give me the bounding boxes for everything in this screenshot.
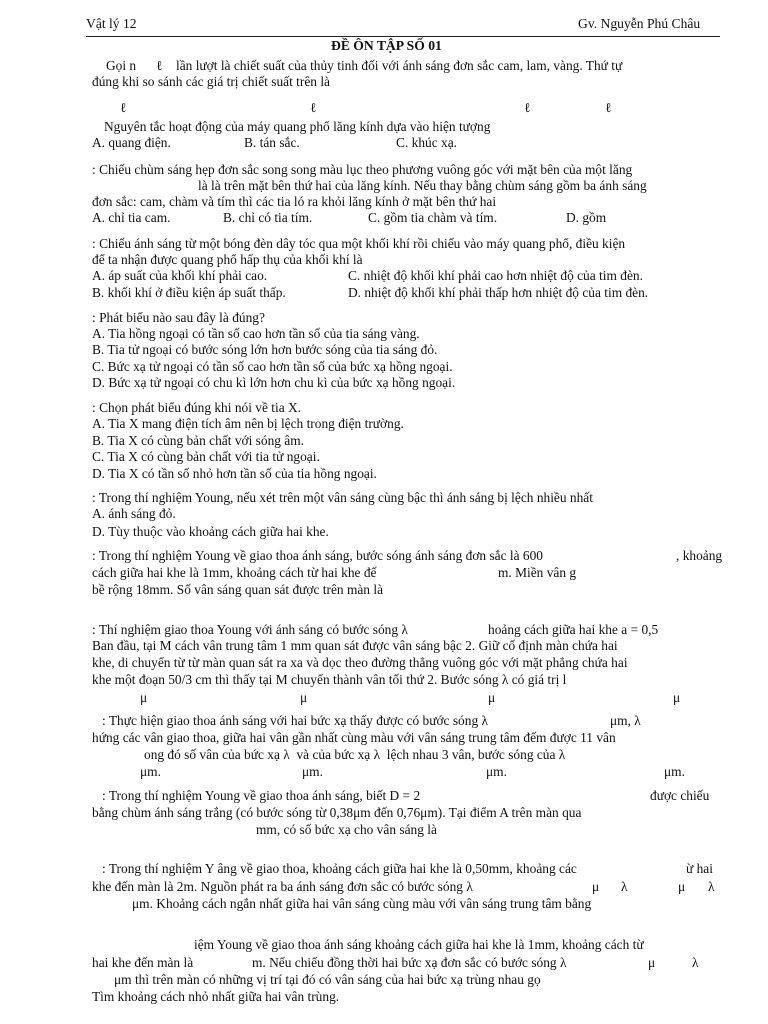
q7-stem: : Trong thí nghiệm Young, nếu xét trên một vân sáng cùng bậc thì ánh sáng bị lệch nhiều nhất	[92, 490, 593, 505]
q1-line1a: Gọi n	[106, 58, 137, 73]
q9-line1a: : Thí nghiệm giao thoa Young với ánh sáng có bước sóng λ	[92, 622, 408, 637]
q12-line2b: μ	[592, 879, 600, 894]
q4-option-a: A. áp suất của khối khí phải cao.	[92, 268, 268, 283]
q8-line3: bề rộng 18mm. Số vân sáng quan sát được trên màn là	[92, 582, 384, 597]
q9-unit: μ	[140, 690, 148, 705]
q11-line1a: : Trong thí nghiệm Young về giao thoa ánh sáng, biết D = 2	[102, 788, 421, 803]
q13-line2a: hai khe đến màn là	[92, 955, 194, 970]
q1-line1c: lần lượt là chiết suất của thủy tinh đối với ánh sáng đơn sắc cam, lam, vàng. Thứ tự	[176, 58, 623, 73]
q10-line1a: : Thực hiện giao thoa ánh sáng với hai bức xạ thấy được có bước sóng λ	[102, 713, 488, 728]
q12-line1b: ừ hai	[686, 861, 713, 876]
q5-stem: : Phát biểu nào sau đây là đúng?	[92, 310, 265, 325]
q1-mark: ℓ	[605, 100, 612, 115]
q8-line2a: cách giữa hai khe là 1mm, khoảng cách từ hai khe đế	[92, 565, 377, 580]
q9-unit: μ	[300, 690, 308, 705]
q12-line2a: khe đến màn là 2m. Nguồn phát ra ba ánh sáng đơn sắc có bước sóng λ	[92, 879, 473, 894]
q9-unit: μ	[673, 690, 681, 705]
q13-line3: μm thì trên màn có những vị trí tại đó có vân sáng của hai bức xạ trùng nhau gọ	[114, 972, 541, 987]
q12-line2d: μ	[678, 879, 686, 894]
q3-line1: : Chiếu chùm sáng hẹp đơn sắc song song màu lục theo phương vuông góc với mặt bên của một lăng	[92, 162, 633, 177]
q2-option-b: B. tán sắc.	[244, 135, 300, 150]
q10-line1b: μm, λ	[610, 713, 641, 728]
q1-mark: ℓ	[310, 100, 317, 115]
q5-option-d: D. Bức xạ tử ngoại có chu kì lớn hơn chu kì của bức xạ hồng ngoại.	[92, 375, 456, 390]
q3-option-b: B. chỉ có tia tím.	[223, 210, 313, 225]
q11-line2: bằng chùm ánh sáng trắng (có bước sóng từ 0,38μm đến 0,76μm). Tại điểm A trên màn qua	[92, 805, 582, 820]
q13-line2c: μ	[648, 955, 656, 970]
q2-stem: Nguyên tắc hoạt động của máy quang phổ lăng kính dựa vào hiện tượng	[104, 119, 491, 134]
q3-option-c: C. gồm tia chàm và tím.	[368, 210, 498, 225]
q1-mark: ℓ	[524, 100, 531, 115]
q11-line1b: được chiếu	[650, 788, 710, 803]
q2-option-a: A. quang điện.	[92, 135, 171, 150]
q13-line2d: λ	[692, 955, 699, 970]
q5-option-b: B. Tia tử ngoại có bước sóng lớn hơn bước sóng của tia sáng đỏ.	[92, 342, 438, 357]
q9-line3: khe, di chuyển từ từ màn quan sát ra xa và dọc theo đường thẳng vuông góc với mặt phẳng chứa hai	[92, 655, 628, 670]
q9-line4: khe một đoạn 50/3 cm thì thấy tại M chuyển thành vân tối thứ 2. Bước sóng λ có giá trị l	[92, 672, 567, 687]
q3-line2: là là trên mặt bên thứ hai của lăng kính. Nếu thay bằng chùm sáng gồm ba ánh sáng	[198, 178, 647, 193]
q1-line1b: ℓ	[156, 58, 163, 73]
q7-option-d: D. Tùy thuộc vào khoảng cách giữa hai khe.	[92, 524, 329, 539]
q3-option-a: A. chỉ tia cam.	[92, 210, 171, 225]
page-title: ĐỀ ÔN TẬP SỐ 01	[331, 38, 442, 53]
q12-line2c: λ	[621, 879, 628, 894]
q11-line3: mm, có số bức xạ cho vân sáng là	[256, 822, 437, 837]
q13-line4: Tìm khoảng cách nhỏ nhất giữa hai vân trùng.	[92, 989, 340, 1004]
q6-option-c: C. Tia X có cùng bản chất với tia tử ngoại.	[92, 449, 320, 464]
header-teacher: Gv. Nguyễn Phú Châu	[578, 16, 701, 31]
q13-line1: iệm Young về giao thoa ánh sáng khoảng cách giữa hai khe là 1mm, khoảng cách từ	[194, 937, 644, 952]
q6-stem: : Chọn phát biểu đúng khi nói về tia X.	[92, 400, 302, 415]
q1-mark: ℓ	[120, 100, 127, 115]
q10-unit: μm.	[140, 764, 161, 779]
q8-line2b: m. Miền vân g	[498, 565, 577, 580]
q1-line2: đúng khi so sánh các giá trị chiết suất trên là	[92, 74, 330, 89]
q10-unit: μm.	[302, 764, 323, 779]
q12-line2e: λ	[708, 879, 715, 894]
q5-option-a: A. Tia hồng ngoại có tần số cao hơn tần số của tia sáng vàng.	[92, 326, 420, 341]
q9-line2: Ban đầu, tại M cách vân trung tâm 1 mm quan sát được vân sáng bậc 2. Giữ cố định màn chứa hai	[92, 638, 618, 653]
q10-line2: hứng các vân giao thoa, giữa hai vân gần nhất cùng màu với vân sáng trung tâm đếm được 11 vân	[92, 730, 616, 745]
header-subject: Vật lý 12	[86, 16, 137, 31]
q13-line2b: m. Nếu chiếu đồng thời hai bức xạ đơn sắc có bước sóng λ	[252, 955, 567, 970]
q3-line3: đơn sắc: cam, chàm và tím thì các tia ló ra khỏi lăng kính ở mặt bên thứ hai	[92, 194, 497, 209]
header-rule	[86, 36, 720, 37]
q12-line1a: : Trong thí nghiệm Y âng về giao thoa, khoảng cách giữa hai khe là 0,50mm, khoảng các	[102, 861, 577, 876]
q7-option-a: A. ánh sáng đỏ.	[92, 506, 176, 521]
q10-unit: μm.	[486, 764, 507, 779]
q6-option-d: D. Tia X có tần số nhỏ hơn tần số của tia hồng ngoại.	[92, 466, 377, 481]
q6-option-b: B. Tia X có cùng bản chất với sóng âm.	[92, 433, 305, 448]
q5-option-c: C. Bức xạ tử ngoại có tần số cao hơn tần số của bức xạ hồng ngoại.	[92, 359, 453, 374]
q4-line2: để ta nhận được quang phổ hấp thụ của khối khí là	[92, 252, 363, 267]
q8-line1b: , khoảng	[676, 548, 723, 563]
q4-line1: : Chiếu ánh sáng từ một bóng đèn dây tóc qua một khối khí rồi chiếu vào máy quang phổ, điều kiện	[92, 236, 626, 251]
q6-option-a: A. Tia X mang điện tích âm nên bị lệch trong điện trường.	[92, 416, 404, 431]
q4-option-c: C. nhiệt độ khối khí phải cao hơn nhiệt độ của tim đèn.	[348, 268, 643, 283]
q2-option-c: C. khúc xạ.	[396, 135, 457, 150]
q10-unit: μm.	[664, 764, 685, 779]
q4-option-b: B. khối khí ở điều kiện áp suất thấp.	[92, 285, 286, 300]
q10-line3: ong đó số vân của bức xạ λ và của bức xạ λ lệch nhau 3 vân, bước sóng của λ	[144, 747, 566, 762]
q3-option-d: D. gồm	[566, 210, 607, 225]
q4-option-d: D. nhiệt độ khối khí phải thấp hơn nhiệt độ của tim đèn.	[348, 285, 649, 300]
q12-line3: μm. Khoảng cách ngắn nhất giữa hai vân sáng cùng màu với vân sáng trung tâm bằng	[132, 896, 592, 911]
q9-unit: μ	[488, 690, 496, 705]
q8-line1a: : Trong thí nghiệm Young về giao thoa ánh sáng, bước sóng ánh sáng đơn sắc là 600	[92, 548, 544, 563]
q9-line1b: hoảng cách giữa hai khe a = 0,5	[488, 622, 659, 637]
